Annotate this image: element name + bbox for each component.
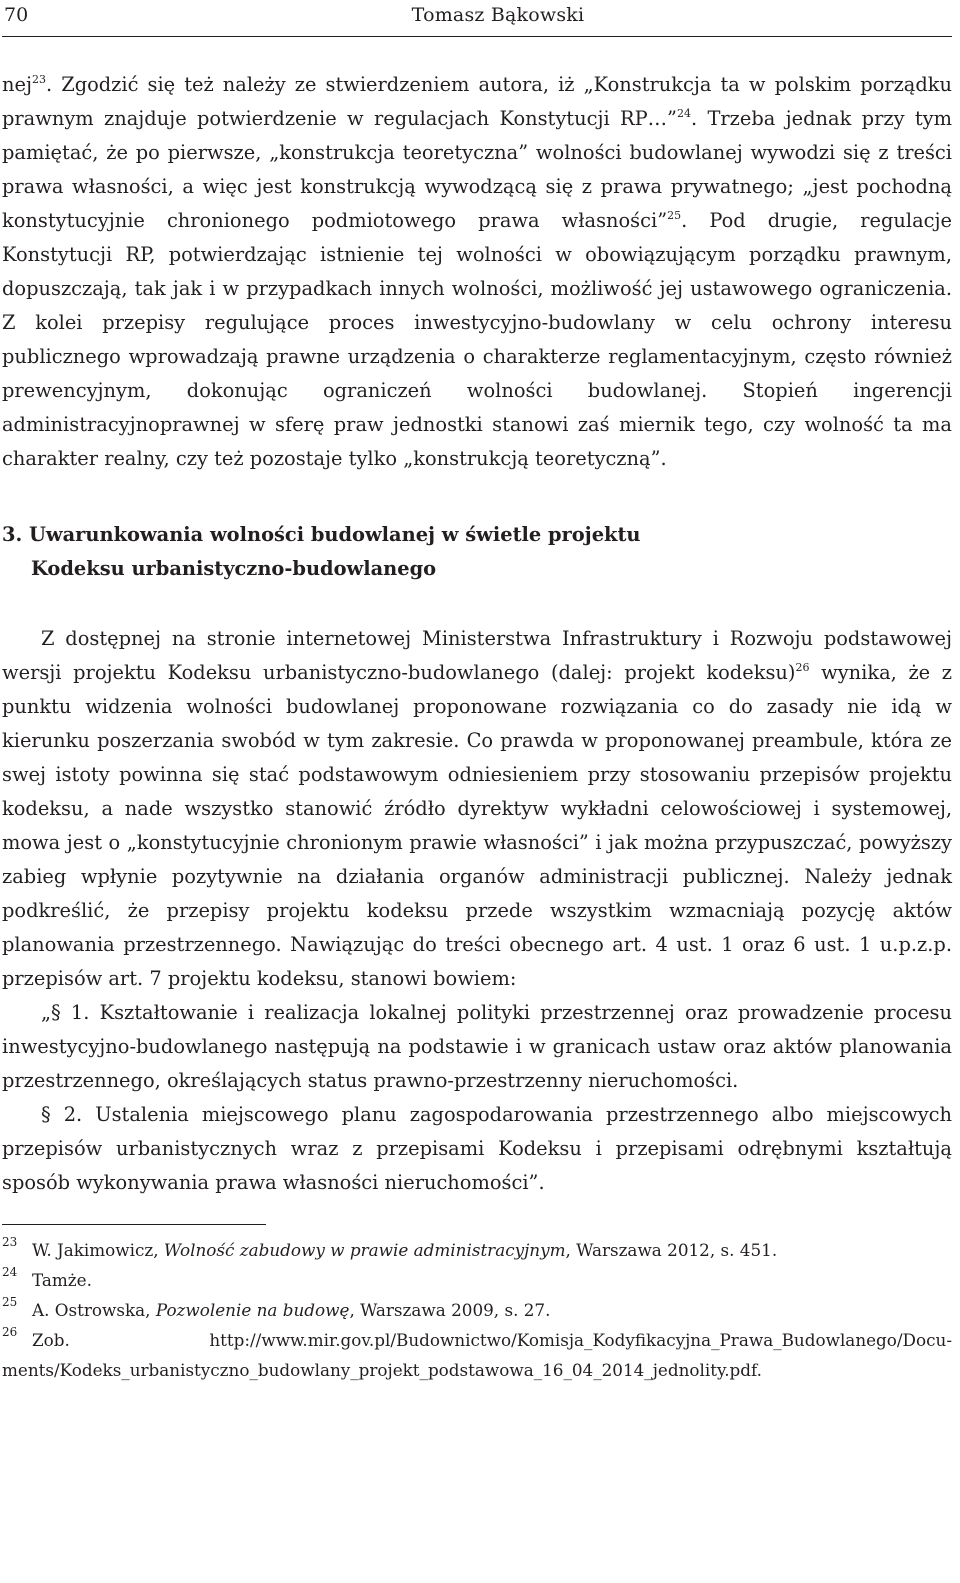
paragraph-1: nej$^{23}$. Zgodzić się też należy ze stwierdzeniem autora, iż „Konstrukcja ta w polskim porządku prawnym znajduje potwierdzenie w regulacjach Konstytucji RP…”$^{24}$. Trzeba jednak przy tym pamiętać, że po pierwsze, „konstrukcja teoretyczna” wolności budowlanej wywodzi się z treści prawa własności, a więc jest konstrukcją wywodzącą się z prawa prywatnego; „jest pochodną konstytucyjnie chronionego podmiotowego prawa własności”$^{25}$. Pod drugie, regulacje Konstytucji RP, potwierdzając istnienie tej wolności w obowiązującym porządku prawnym, dopuszczają, tak jak i w przypadkach innych wolności, możliwość jej ustawowego ograniczenia. Z kolei przepisy regulujące proces inwestycyjno-budowlany w celu ochrony interesu publicznego wprowadzają prawne urządzenia o charakterze reglamentacyjnym, często również prewencyjnym, dokonując ograniczeń wolności budowlanej. Stopień ingerencji administracyjnoprawnej w sferę praw jednostki stanowi zaś miernik tego, czy wolność ta ma charakter realny, czy też pozostaje tylko „konstrukcją teoretyczną”.	[2, 73, 952, 470]
footnote-number: 26	[2, 1325, 18, 1339]
footnote-23: 23 W. Jakimowicz, Wolność zabudowy w prawie administracyjnym, Warszawa 2012, s. 451.	[2, 1235, 952, 1265]
footnote-ref-25[interactable]: 25	[667, 209, 682, 222]
footnote-link[interactable]: http://www.mir.gov.pl/Budownictwo/Komisja_Kodyfikacyjna_Prawa_Budowlanego/Docu-	[209, 1330, 952, 1350]
running-header-author: Tomasz Bąkowski	[411, 4, 585, 26]
footnotes	[2, 1235, 952, 1385]
footnote-separator	[2, 1224, 266, 1225]
footnote-number: 23	[2, 1235, 18, 1249]
section-heading	[2, 518, 952, 586]
footnote-number: 25	[2, 1295, 18, 1309]
footnote-ref-23[interactable]: 23	[31, 73, 46, 86]
footnote-25: 25 A. Ostrowska, Pozwolenie na budowę, Warszawa 2009, s. 27.	[2, 1295, 952, 1325]
paragraph-2: Z dostępnej na stronie internetowej Ministerstwa Infrastruktury i Rozwoju podstawowej wersji projektu Kodeksu urbanistyczno-budowlanego (dalej: projekt kodeksu)$^{26}$ wynika, że z punktu widzenia wolności budowlanej proponowane rozwiązania co do zasady nie idą w kierunku poszerzania swobód w tym zakresie. Co prawda w proponowanej preambule, która ze swej istoty powinna się stać podstawowym odniesieniem przy stosowaniu przepisów projektu kodeksu, a nade wszystko stanowić źródło dyrektyw wykładni celowościowej i systemowej, mowa jest o „konstytucyjnie chronionym prawie własności” i jak można przypuszczać, powyższy zabieg wpłynie pozytywnie na działania organów administracji publicznej. Należy jednak podkreślić, że przepisy projektu kodeksu przede wszystkim wzmacniają pozycję aktów planowania przestrzennego. Nawiązując do treści obecnego art. 4 ust. 1 oraz 6 ust. 1 u.p.z.p. przepisów art. 7 projektu kodeksu, stanowi bowiem:	[2, 627, 952, 990]
footnote-ref-26[interactable]: 26	[795, 661, 810, 674]
footnote-26: 26 Zob. http://www.mir.gov.pl/Budownictwo/Komisja_Kodyfikacyjna_Prawa_Budowlanego/Docu- ments/Kodeks_urbanistyczno_budowlany_projekt_podstawowa_16_04_2014_jednolity.pdf.	[2, 1325, 952, 1385]
footnote-link-continued[interactable]: ments/Kodeks_urbanistyczno_budowlany_projekt_podstawowa_16_04_2014_jednolity.pdf.	[2, 1360, 762, 1380]
main-text	[2, 68, 952, 1200]
page-number: 70	[4, 4, 29, 26]
footnote-24: 24 Tamże.	[2, 1265, 952, 1295]
cited-title: Wolność zabudowy w prawie administracyjnym	[163, 1240, 566, 1260]
footnote-number: 24	[2, 1265, 18, 1279]
section-heading-line-2: Kodeksu urbanistyczno-budowlanego	[31, 557, 437, 580]
cited-title: Pozwolenie na budowę	[155, 1300, 350, 1320]
footnote-ref-24[interactable]: 24	[676, 107, 691, 120]
quote-paragraph-1: „§ 1. Kształtowanie i realizacja lokalnej polityki przestrzennej oraz prowadzenie procesu inwestycyjno-budowlanego następują na podstawie i w granicach ustaw oraz aktów planowania przestrzennego, określających status prawno-przestrzenny nieruchomości.	[2, 1001, 952, 1092]
running-header	[2, 0, 952, 37]
section-heading-line-1: 3. Uwarunkowania wolności budowlanej w świetle projektu	[2, 523, 641, 546]
quote-paragraph-2: § 2. Ustalenia miejscowego planu zagospodarowania przestrzennego albo miejscowych przepisów urbanistycznych wraz z przepisami Kodeksu i przepisami odrębnymi kształtują sposób wykonywania prawa własności nieruchomości”.	[2, 1103, 952, 1194]
